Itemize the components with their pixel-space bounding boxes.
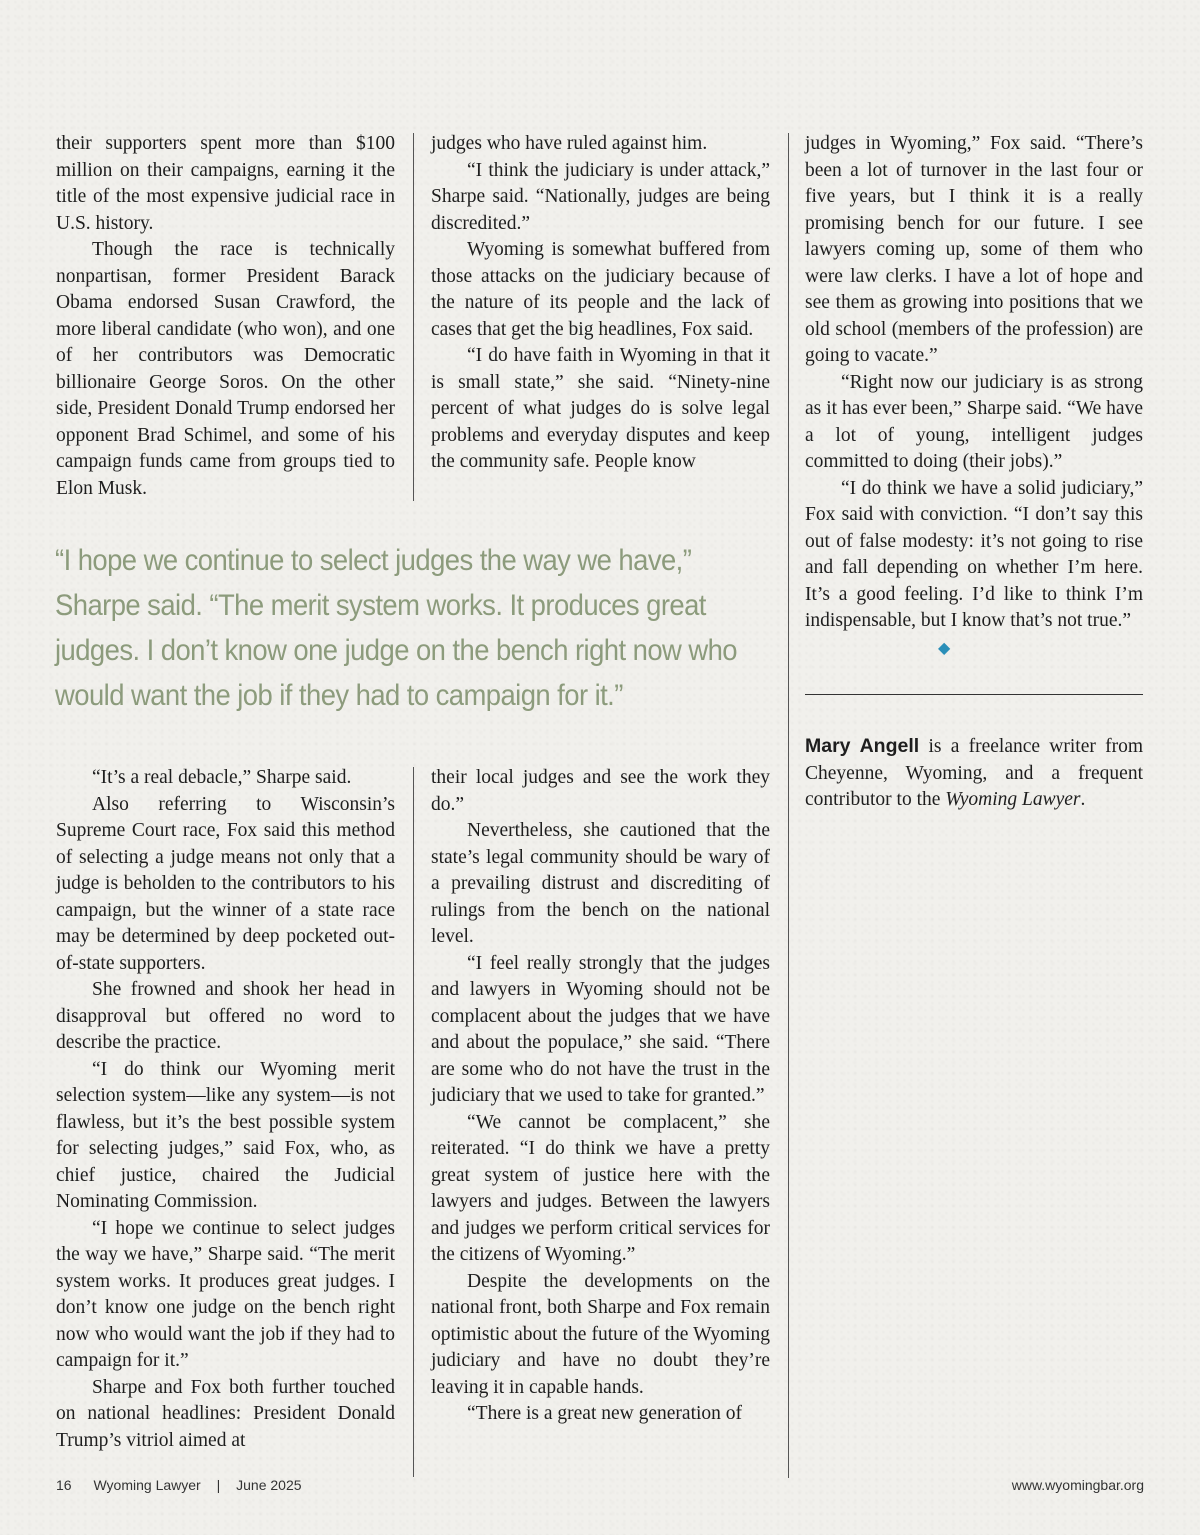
paragraph: She frowned and shook her head in disapproval but offered no word to describe the practice.	[56, 979, 395, 1053]
paragraph: Despite the developments on the national front, both Sharpe and Fox remain optimistic about the future of the Wyoming judiciary and have no doubt they’re leaving it in capable hands.	[431, 1270, 770, 1398]
end-mark-icon: ◆	[938, 638, 951, 657]
footer-separator: |	[216, 1477, 221, 1493]
paragraph: Sharpe and Fox both further touched on national headlines: President Donald Trump’s vitriol aimed at	[56, 1376, 395, 1451]
paragraph: Nevertheless, she cautioned that the state’s legal community should be wary of a prevailing distrust and discrediting of rulings from the bench on the national level.	[431, 820, 770, 947]
paragraph: “There is a great new generation of	[467, 1403, 743, 1424]
paragraph: “I think the judiciary is under attack,” Sharpe said. “Nationally, judges are being discredited.”	[431, 159, 770, 234]
column-divider	[788, 133, 789, 1478]
paragraph: “I do think we have a solid judiciary,” Fox said with conviction. “I don’t say this out of false modesty: it’s not going to rise and fall depending on whether I’m here. It’s a good feeling. I’d like to think I’m indispensable, but I know that’s not true.”	[805, 477, 1143, 631]
pull-quote: “I hope we continue to select judges the way we have,” Sharpe said. “The merit system works. It produces great judges. I don’t know one judge on the bench right now who would want the job if they had to campaign for it.”	[55, 544, 738, 712]
page-footer	[56, 1477, 1144, 1493]
bottom-column-1	[56, 765, 395, 1454]
paragraph: Also referring to Wisconsin’s Supreme Court race, Fox said this method of selecting a judge means not only that a judge is beholden to the contributors to his campaign, but the winner of a state race may be determined by deep pocketed out-of-state supporters.	[56, 793, 395, 974]
paragraph: “Right now our judiciary is as strong as it has ever been,” Sharpe said. “We have a lot of young, intelligent judges committed to doing (their jobs).”	[805, 371, 1143, 472]
issue-date: June 2025	[236, 1477, 302, 1493]
column-divider	[413, 133, 414, 501]
paragraph: “I hope we continue to select judges the way we have,” Sharpe said. “The merit system works. It produces great judges. I don’t know one judge on the bench right now who would want the job if they had to campaign for it.”	[56, 1217, 395, 1371]
top-column-1	[56, 131, 395, 502]
paragraph: judges in Wyoming,” Fox said. “There’s been a lot of turnover in the last four or five years, but I think it is a really promising bench for our future. I see lawyers coming up, some of them who were law clerks. I have a lot of hope and see them as growing into positions that we old school (members of the profession) are going to vacate.”	[805, 133, 1143, 366]
paragraph: their supporters spent more than $100 million on their campaigns, earning it the title of the most expensive judicial race in U.S. history.	[56, 133, 395, 234]
bio-text-end: .	[1080, 789, 1086, 810]
website-link[interactable]: www.wyomingbar.org	[1011, 1477, 1144, 1493]
page-number: 16	[56, 1477, 72, 1493]
paragraph: “I do think our Wyoming merit selection system—like any system—is not flawless, but it’s the best possible system for selecting judges,” said Fox, who, as chief justice, chaired the Judicial Nominating Commission.	[56, 1058, 395, 1212]
paragraph: “We cannot be complacent,” she reiterated. “I do think we have a pretty great system of justice here with the lawyers and judges. Between the lawyers and judges we perform critical services for the citizens of Wyoming.”	[431, 1111, 770, 1265]
paragraph: judges who have ruled against him.	[431, 133, 708, 154]
magazine-name: Wyoming Lawyer	[93, 1477, 201, 1493]
bio-divider	[805, 694, 1143, 695]
paragraph: “I do have faith in Wyoming in that it is small state,” she said. “Ninety-nine percent of what judges do is solve legal problems and everyday disputes and keep the community safe. People know	[431, 345, 770, 472]
author-bio	[805, 733, 1143, 814]
bio-text: is a freelance writer from Cheyenne, Wyoming, and a frequent contributor to the	[805, 736, 1143, 810]
right-column	[805, 131, 1143, 635]
paragraph: “It’s a real debacle,” Sharpe said.	[92, 767, 352, 788]
bottom-column-2	[431, 765, 770, 1428]
paragraph: “I feel really strongly that the judges and lawyers in Wyoming should not be complacent about the judges that we have and about the populace,” she said. “There are some who do not have the trust in the judiciary that we used to take for granted.”	[431, 952, 770, 1106]
top-column-2	[431, 131, 770, 476]
column-divider	[413, 767, 414, 1477]
paragraph: Though the race is technically nonpartisan, former President Barack Obama endorsed Susan Crawford, the more liberal candidate (who won), and one of her contributors was Democratic billionaire George Soros. On the other side, President Donald Trump endorsed her opponent Brad Schimel, and some of his campaign funds came from groups tied to Elon Musk.	[56, 239, 395, 499]
author-name: Mary Angell	[805, 735, 920, 757]
paragraph: their local judges and see the work they do.”	[431, 767, 770, 815]
bio-publication: Wyoming Lawyer	[945, 789, 1081, 810]
paragraph: Wyoming is somewhat buffered from those attacks on the judiciary because of the nature of its people and the lack of cases that get the big headlines, Fox said.	[431, 239, 770, 340]
